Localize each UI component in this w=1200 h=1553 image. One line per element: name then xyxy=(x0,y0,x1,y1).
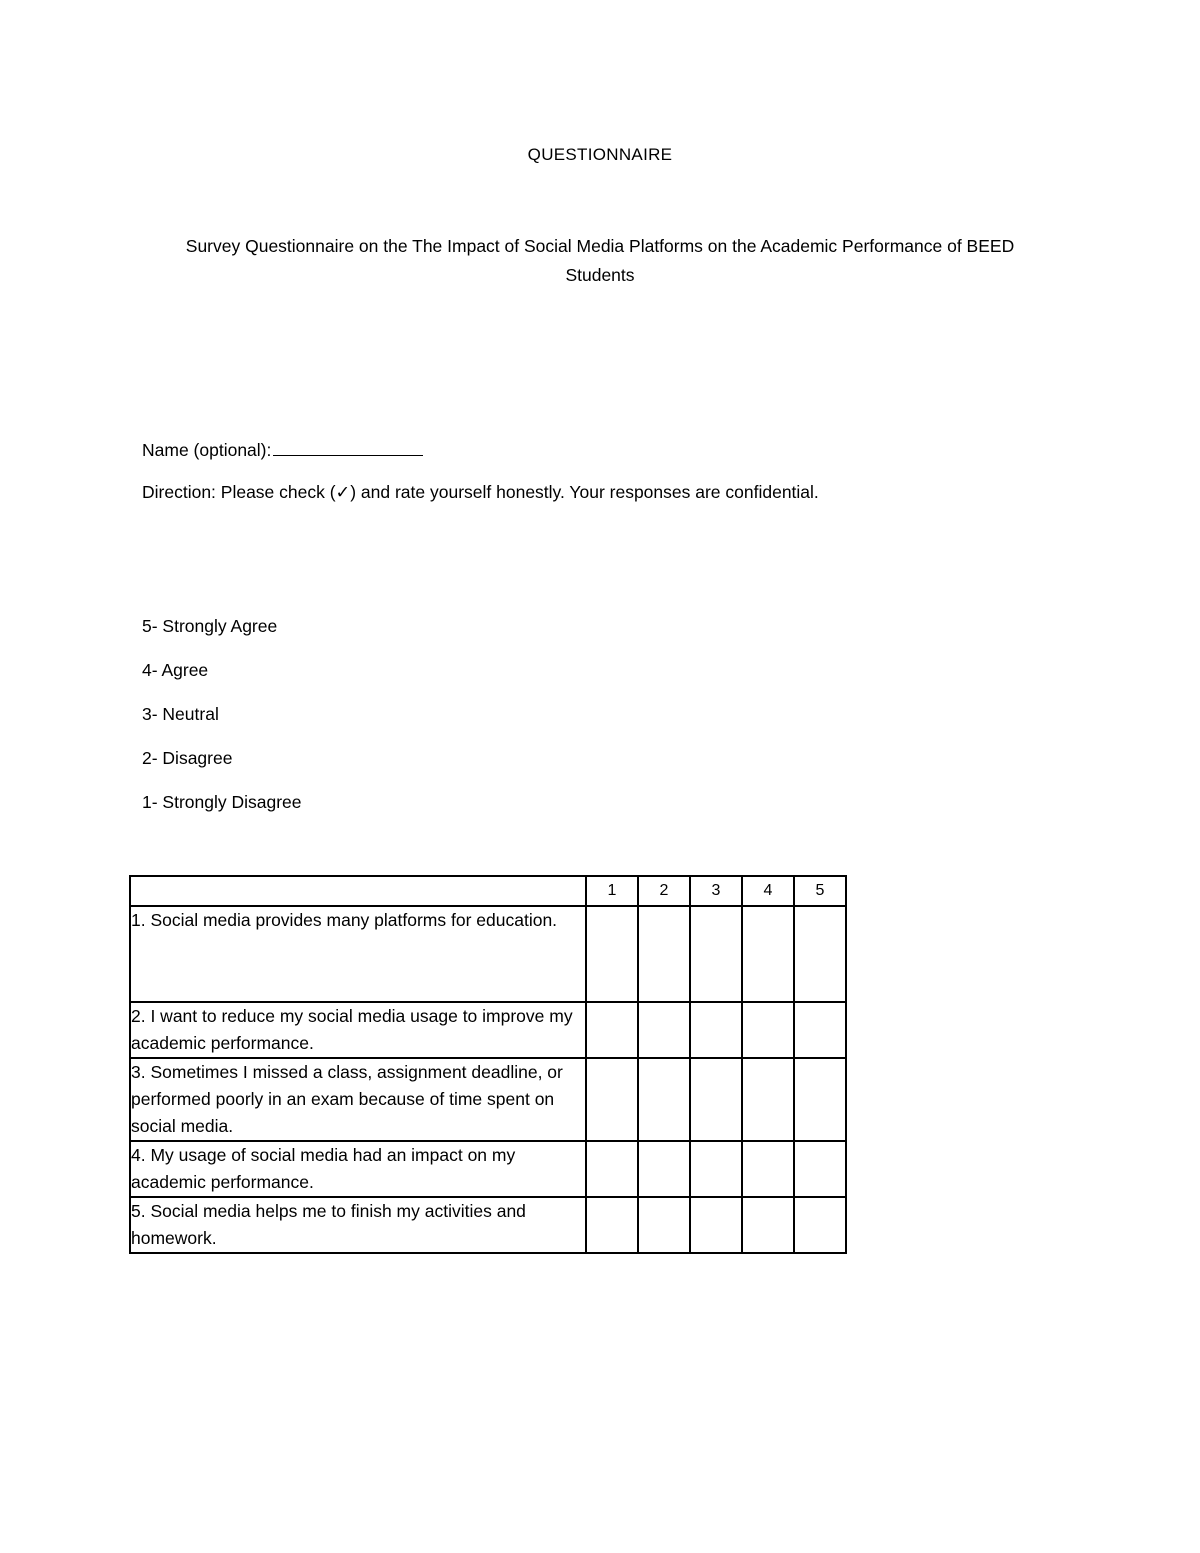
rating-checkbox-cell[interactable] xyxy=(638,906,690,1002)
rating-checkbox-cell[interactable] xyxy=(690,1197,742,1253)
rating-checkbox-cell[interactable] xyxy=(690,1058,742,1141)
header-blank-cell xyxy=(130,876,586,906)
column-header-5: 5 xyxy=(794,876,846,906)
rating-checkbox-cell[interactable] xyxy=(638,1002,690,1058)
scale-item-3: 3- Neutral xyxy=(142,704,219,724)
table-row xyxy=(130,1197,846,1253)
scale-item-1: 1- Strongly Disagree xyxy=(142,792,302,812)
rating-checkbox-cell[interactable] xyxy=(586,1058,638,1141)
statement-cell: 2. I want to reduce my social media usage to improve my academic performance. xyxy=(130,1002,586,1058)
column-header-3: 3 xyxy=(690,876,742,906)
rating-checkbox-cell[interactable] xyxy=(638,1197,690,1253)
column-header-2: 2 xyxy=(638,876,690,906)
rating-checkbox-cell[interactable] xyxy=(586,1002,638,1058)
document-title: QUESTIONNAIRE xyxy=(527,145,673,164)
rating-checkbox-cell[interactable] xyxy=(742,1002,794,1058)
table-row xyxy=(130,1141,846,1197)
name-field-row xyxy=(142,439,423,461)
rating-checkbox-cell[interactable] xyxy=(690,906,742,1002)
statement-cell: 1. Social media provides many platforms for education. xyxy=(130,906,586,1002)
rating-checkbox-cell[interactable] xyxy=(742,1058,794,1141)
rating-checkbox-cell[interactable] xyxy=(794,1141,846,1197)
table-header-row xyxy=(130,876,846,906)
statement-cell: 5. Social media helps me to finish my activities and homework. xyxy=(130,1197,586,1253)
rating-checkbox-cell[interactable] xyxy=(742,1141,794,1197)
statement-cell: 4. My usage of social media had an impact on my academic performance. xyxy=(130,1141,586,1197)
rating-checkbox-cell[interactable] xyxy=(638,1141,690,1197)
name-label: Name (optional): xyxy=(142,440,272,460)
rating-scale-legend xyxy=(142,614,302,834)
rating-checkbox-cell[interactable] xyxy=(742,1197,794,1253)
rating-checkbox-cell[interactable] xyxy=(690,1141,742,1197)
name-blank-line[interactable] xyxy=(273,439,423,456)
rating-checkbox-cell[interactable] xyxy=(794,1197,846,1253)
scale-item-4: 4- Agree xyxy=(142,660,209,680)
rating-checkbox-cell[interactable] xyxy=(794,906,846,1002)
rating-checkbox-cell[interactable] xyxy=(586,1141,638,1197)
rating-checkbox-cell[interactable] xyxy=(638,1058,690,1141)
table-row xyxy=(130,1058,846,1141)
scale-item-2: 2- Disagree xyxy=(142,748,233,768)
direction-text: Direction: Please check (✓) and rate yourself honestly. Your responses are confidential. xyxy=(142,482,819,502)
rating-checkbox-cell[interactable] xyxy=(690,1002,742,1058)
document-subtitle: Survey Questionnaire on the The Impact of Social Media Platforms on the Academic Performance of BEED Students xyxy=(185,236,1015,285)
column-header-4: 4 xyxy=(742,876,794,906)
rating-checkbox-cell[interactable] xyxy=(794,1058,846,1141)
rating-checkbox-cell[interactable] xyxy=(586,906,638,1002)
table-row xyxy=(130,906,846,1002)
column-header-1: 1 xyxy=(586,876,638,906)
rating-table xyxy=(129,875,847,1254)
table-row xyxy=(130,1002,846,1058)
rating-checkbox-cell[interactable] xyxy=(586,1197,638,1253)
rating-checkbox-cell[interactable] xyxy=(742,906,794,1002)
statement-cell: 3. Sometimes I missed a class, assignment deadline, or performed poorly in an exam because of time spent on social media. xyxy=(130,1058,586,1141)
rating-checkbox-cell[interactable] xyxy=(794,1002,846,1058)
scale-item-5: 5- Strongly Agree xyxy=(142,616,278,636)
